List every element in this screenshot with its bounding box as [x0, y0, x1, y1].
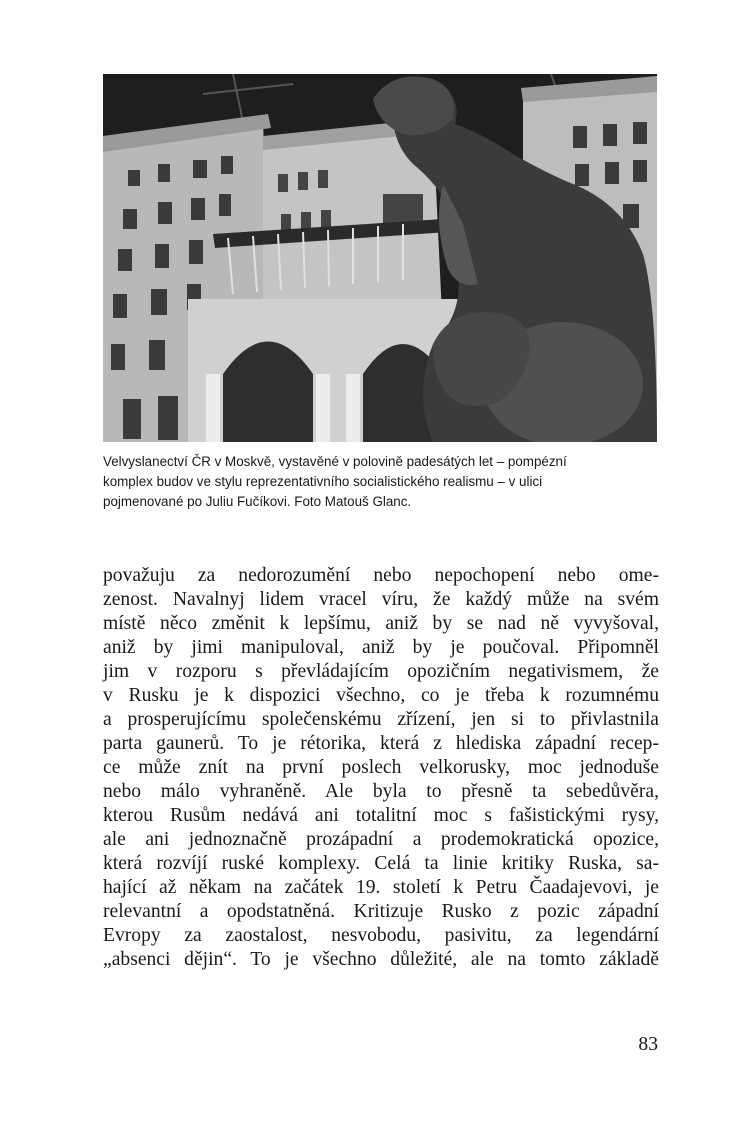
text-line: a prosperujícímu společenskému zřízení, jen si to přivlastnila [103, 709, 659, 730]
text-line: kterou Rusům nedává ani totalitní moc s fašistickými rysy, [103, 805, 659, 826]
embassy-photo [103, 74, 657, 442]
text-line: místě něco změnit k lepšímu, aniž by se nad ně vyvyšoval, [103, 613, 659, 634]
page-number: 83 [638, 1034, 658, 1055]
body-paragraph [103, 564, 659, 972]
text-line: ce může znít na první poslech velkorusky, moc jednoduše [103, 757, 659, 778]
text-line: hající až někam na začátek 19. století k Petru Čaadajevovi, je [103, 877, 659, 898]
caption-line: komplex budov ve stylu reprezentativního socialistického realismu – v ulici [103, 474, 543, 489]
caption-line: Velvyslanectví ČR v Moskvě, vystavěné v polovině padesátých let – pompézní [103, 454, 567, 469]
photo-caption [103, 452, 663, 512]
caption-line: pojmenované po Juliu Fučíkovi. Foto Matouš Glanc. [103, 494, 412, 509]
text-line: která rozvíjí ruské komplexy. Celá ta linie kritiky Ruska, sa- [103, 853, 659, 874]
text-line: jim v rozporu s převládajícím opozičním negativismem, že [103, 661, 659, 682]
embassy-building-image [103, 74, 657, 442]
text-line: ale ani jednoznačně prozápadní a prodemokratická opozice, [103, 829, 659, 850]
text-line: aniž by jimi manipuloval, aniž by je poučoval. Připomněl [103, 637, 659, 658]
text-line: zenost. Navalnyj lidem vracel víru, že každý může na svém [103, 589, 659, 610]
text-line: v Rusku je k dispozici všechno, co je třeba k rozumnému [103, 685, 659, 706]
text-line: považuju za nedorozumění nebo nepochopení nebo ome- [103, 565, 659, 586]
text-line: relevantní a opodstatněná. Kritizuje Rusko z pozic západní [103, 901, 659, 922]
text-line: „absenci dějin“. To je všechno důležité, ale na tomto základě [103, 949, 659, 970]
text-line: Evropy za zaostalost, nesvobodu, pasivitu, za legendární [103, 925, 659, 946]
text-line: parta gaunerů. To je rétorika, která z hlediska západní recep- [103, 733, 659, 754]
text-line: nebo málo vyhraněně. Ale byla to přesně ta sebedůvěra, [103, 781, 659, 802]
